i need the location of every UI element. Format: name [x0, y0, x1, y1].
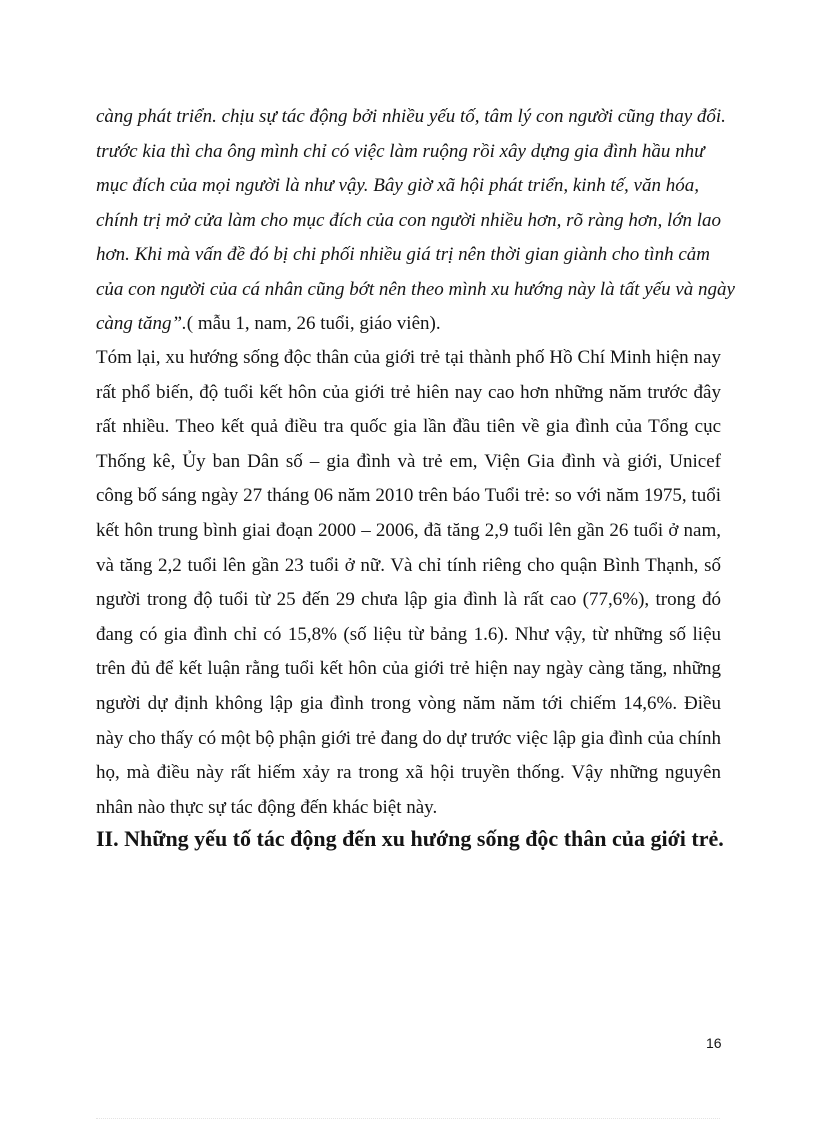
- section-heading: II. Những yếu tố tác động đến xu hướng sống độc thân của giới trẻ.: [96, 826, 724, 851]
- summary-paragraph: Tóm lại, xu hướng sống độc thân của giới trẻ tại thành phố Hồ Chí Minh hiện nay rất phổ biến, độ tuổi kết hôn của giới trẻ hiên nay cao hơn những năm trước đây rất nhiều. Theo kết quả điều tra quốc gia lần đầu tiên về gia đình của Tổng cục Thống kê, Ủy ban Dân số – gia đình và trẻ em, Viện Gia đình và giới, Unicef công bố sáng ngày 27 tháng 06 năm 2010 trên báo Tuổi trẻ: so với năm 1975, tuổi kết hôn trung bình giai đoạn 2000 – 2006, đã tăng 2,9 tuổi lên gần 26 tuổi ở nam, và tăng 2,2 tuổi lên gần 23 tuổi ở nữ. Và chỉ tính riêng cho quận Bình Thạnh, số người trong độ tuổi từ 25 đến 29 chưa lập gia đình là rất cao (77,6%), trong đó đang có gia đình chỉ có 15,8% (số liệu từ bảng 1.6). Như vậy, từ những số liệu trên đủ để kết luận rằng tuổi kết hôn của giới trẻ hiện nay ngày càng tăng, những người dự định không lập gia đình trong vòng năm năm tới chiếm 14,6%. Điều này cho thấy có một bộ phận giới trẻ đang do dự trước việc lập gia đình của chính họ, mà điều này rất hiếm xảy ra trong xã hội truyền thống. Vậy những nguyên nhân nào thực sự tác động đến khác biệt này.: [96, 347, 721, 818]
- footer-divider: [96, 1118, 720, 1120]
- interview-quote: [96, 100, 736, 342]
- quote-text: càng phát triển. chịu sự tác động bởi nhiều yếu tố, tâm lý con người cũng thay đổi. trước kia thì cha ông mình chỉ có việc làm ruộng rồi xây dựng gia đình hầu như mục đích của mọi người là như vậy. Bây giờ xã hội phát triển, kinh tế, văn hóa, chính trị mở cửa làm cho mục đích của con người nhiều hơn, rõ ràng hơn, lớn lao hơn. Khi mà vấn đề đó bị chi phối nhiều giá trị nên thời gian giành cho tình cảm của con người của cá nhân cũng bớt nên theo mình xu hướng này là tất yếu và ngày càng tăng”.: [96, 106, 735, 334]
- quote-source: ( mẫu 1, nam, 26 tuổi, giáo viên).: [186, 313, 441, 334]
- page-number: 16: [706, 1035, 722, 1051]
